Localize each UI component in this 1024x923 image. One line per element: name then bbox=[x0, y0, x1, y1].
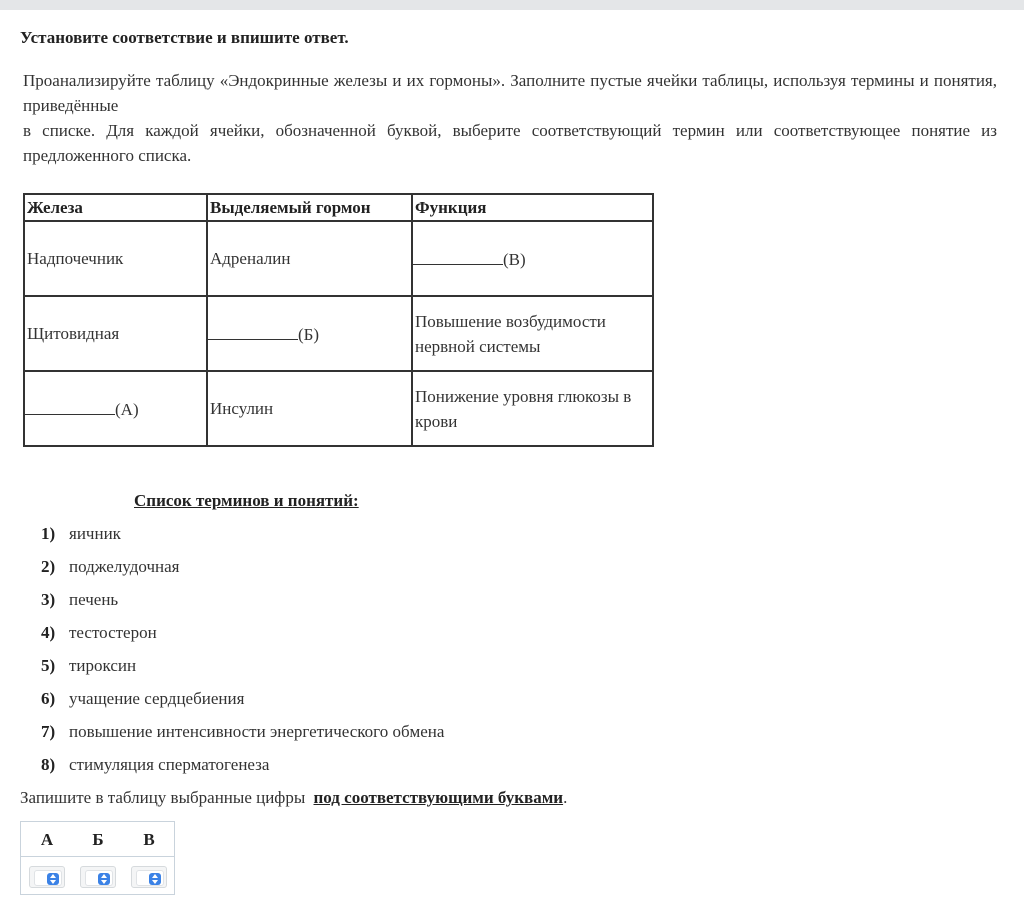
answer-instruction-emphasis: под соответствующими буквами bbox=[313, 788, 564, 807]
top-bar bbox=[0, 0, 1024, 10]
term-text: повышение интенсивности энергетического обмена bbox=[69, 722, 445, 741]
cell-gland-blank bbox=[24, 371, 207, 446]
select-field bbox=[34, 870, 62, 886]
table-row bbox=[24, 371, 653, 446]
blank-line bbox=[413, 248, 503, 265]
list-item bbox=[41, 688, 444, 721]
terms-list bbox=[41, 523, 444, 787]
cell-hormone: Адреналин bbox=[207, 221, 412, 296]
cell-function-blank bbox=[412, 221, 653, 296]
term-number: 8) bbox=[41, 755, 56, 774]
term-number: 3) bbox=[41, 590, 56, 609]
blank-line bbox=[208, 323, 298, 340]
task-description bbox=[23, 68, 997, 168]
list-item bbox=[41, 655, 444, 688]
task-description-line-1: Проанализируйте таблицу «Эндокринные железы и их гормоны». Заполните пустые ячейки таблицы, используя термины и понятия, приведённые bbox=[23, 71, 997, 115]
list-item bbox=[41, 754, 444, 787]
answer-letter-b: Б bbox=[92, 830, 104, 849]
select-arrows-icon bbox=[98, 873, 110, 885]
list-item bbox=[41, 721, 444, 754]
select-arrows-icon bbox=[149, 873, 161, 885]
header-function: Функция bbox=[412, 194, 653, 221]
term-number: 6) bbox=[41, 689, 56, 708]
term-text: тироксин bbox=[69, 656, 137, 675]
glands-table bbox=[23, 193, 654, 447]
term-text: поджелудочная bbox=[69, 557, 180, 576]
term-number: 1) bbox=[41, 524, 56, 543]
answer-letter-v: В bbox=[143, 830, 155, 849]
header-gland: Железа bbox=[24, 194, 207, 221]
answer-table bbox=[20, 821, 175, 895]
answer-table-header bbox=[21, 822, 174, 857]
select-field bbox=[85, 870, 113, 886]
list-item bbox=[41, 556, 444, 589]
task-page bbox=[0, 10, 1024, 923]
term-number: 5) bbox=[41, 656, 56, 675]
term-number: 4) bbox=[41, 623, 56, 642]
cell-gland: Щитовидная bbox=[24, 296, 207, 371]
header-hormone: Выделяемый гормон bbox=[207, 194, 412, 221]
list-item bbox=[41, 523, 444, 556]
cell-function: Повышение возбудимости нервной системы bbox=[412, 296, 653, 371]
list-item bbox=[41, 589, 444, 622]
cell-hormone: Инсулин bbox=[207, 371, 412, 446]
answer-select-v[interactable] bbox=[131, 866, 167, 888]
task-description-line-2: в списке. Для каждой ячейки, обозначенной буквой, выберите соответствующий термин или соответствующее понятие из предложенного списка. bbox=[23, 121, 997, 165]
term-number: 2) bbox=[41, 557, 56, 576]
answer-instruction-end: . bbox=[563, 788, 568, 807]
cell-hormone-blank bbox=[207, 296, 412, 371]
cell-function: Понижение уровня глюкозы в крови bbox=[412, 371, 653, 446]
table-row bbox=[24, 296, 653, 371]
table-header-row bbox=[24, 194, 653, 221]
list-item bbox=[41, 622, 444, 655]
term-text: печень bbox=[69, 590, 119, 609]
terms-list-title: Список терминов и понятий: bbox=[134, 491, 359, 510]
term-number: 7) bbox=[41, 722, 56, 741]
blank-letter-b: (Б) bbox=[298, 324, 320, 344]
answer-instruction bbox=[20, 788, 567, 808]
term-text: тестостерон bbox=[69, 623, 157, 642]
blank-line bbox=[25, 398, 115, 415]
select-arrows-icon bbox=[47, 873, 59, 885]
blank-letter-v: (В) bbox=[503, 249, 526, 269]
cell-gland: Надпочечник bbox=[24, 221, 207, 296]
term-text: яичник bbox=[69, 524, 121, 543]
blank-letter-a: (А) bbox=[115, 399, 139, 419]
term-text: учащение сердцебиения bbox=[69, 689, 245, 708]
select-field bbox=[136, 870, 164, 886]
answer-select-a[interactable] bbox=[29, 866, 65, 888]
answer-select-b[interactable] bbox=[80, 866, 116, 888]
answer-letter-a: А bbox=[40, 830, 54, 849]
term-text: стимуляция сперматогенеза bbox=[69, 755, 270, 774]
task-instruction: Установите соответствие и впишите ответ. bbox=[20, 28, 349, 47]
table-row bbox=[24, 221, 653, 296]
answer-instruction-text: Запишите в таблицу выбранные цифры bbox=[20, 788, 306, 807]
